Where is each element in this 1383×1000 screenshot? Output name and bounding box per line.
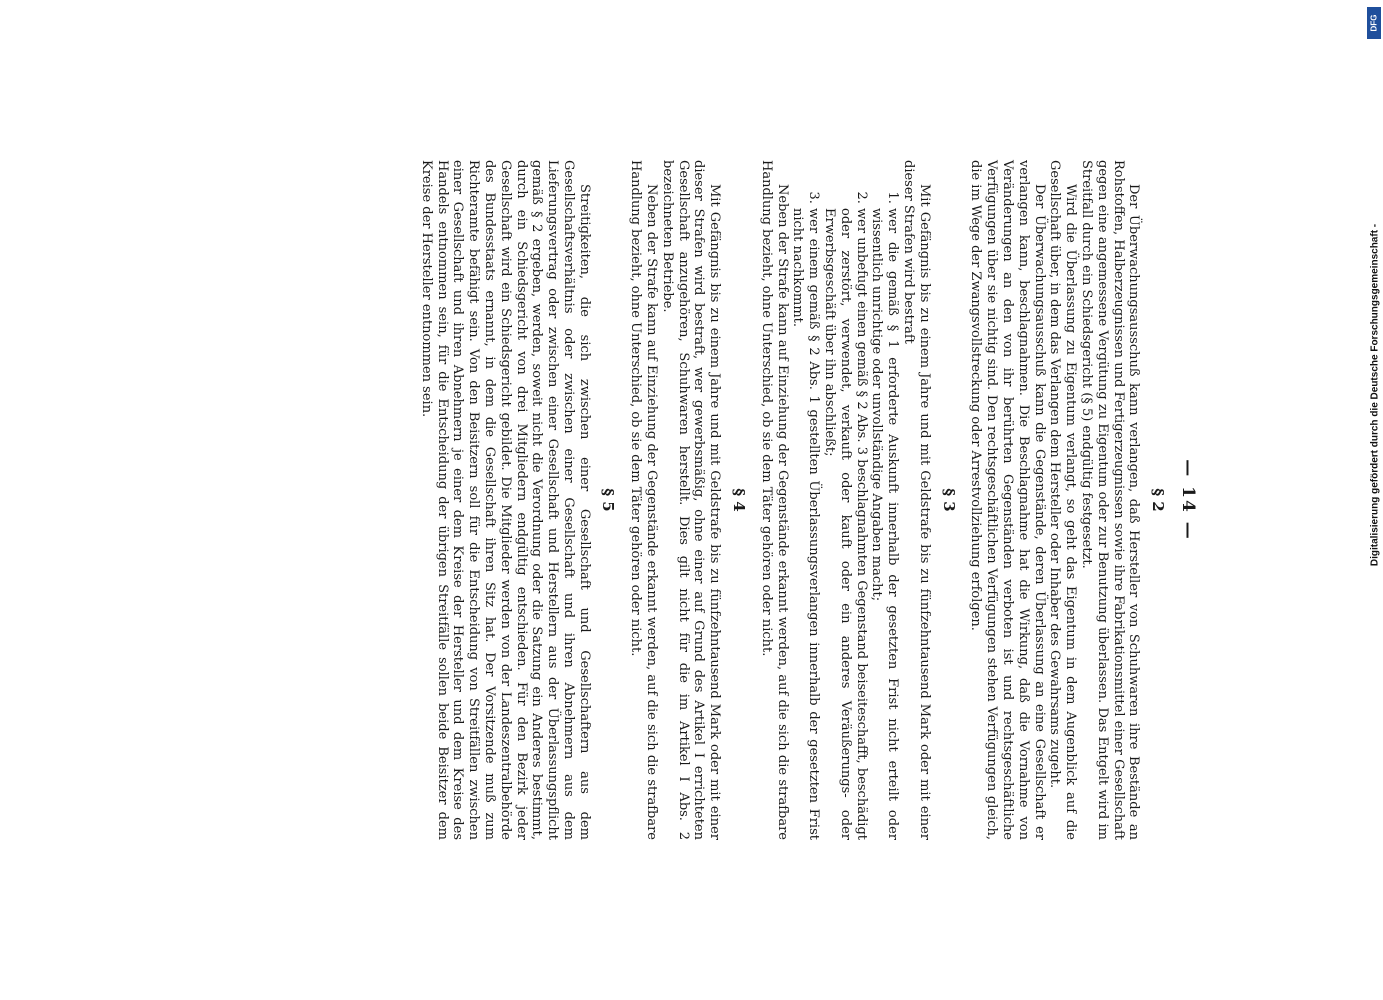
section-heading-4: § 4 — [730, 488, 749, 512]
paragraph: Der Überwachungsausschuß kann verlangen, daß Hersteller von Schuhwaren ihre Bestände an Rohstoffen, Halberzeugnissen und Fertigerzeugnissen sowie ihre Fabrikationsmittel einer Gesellschaft gegen eine angemessene Vergütung zu Eigentum oder zur Benutzung überlassen. Das Entgelt wird im Streitfall durch ein Schiedsgericht (§ 5) endgültig festgesetzt. — [1079, 160, 1142, 840]
dfg-logo: DFG — [1367, 7, 1381, 39]
paragraph: Mit Gefängnis bis zu einem Jahre und mit Geldstrafe bis zu fünfzehntausend Mark oder mit einer dieser Strafen wird bestraft, wer gewerbsmäßig, ohne einer auf Grund des Artikel I errichteten Gesellschaft anzugehören, Schuhwaren herstellt. Dies gilt nicht für die im Artikel I Abs. 2 bezeichneten Betriebe. — [659, 160, 723, 840]
numbered-list — [790, 160, 901, 840]
list-item: 1. wer die gemäß § 1 erforderte Auskunft innerhalb der gesetzten Frist nicht erteilt oder wissentlich unrichtige oder unvollständige Angaben macht; — [869, 208, 901, 840]
funding-credit: Digitalisierung gefördert durch die Deutsche Forschungsgemeinschaft - — [1369, 223, 1381, 567]
paragraph: Wird die Überlassung zu Eigentum verlangt, so geht das Eigentum in dem Augenblick auf die Gesellschaft über, in dem das Verlangen dem Hersteller oder Inhaber des Gewahrsams zugeht. — [1047, 160, 1079, 840]
section-heading-3: § 3 — [939, 488, 958, 512]
paragraph: Neben der Strafe kann auf Einziehung der Gegenstände erkannt werden, auf die sich die strafbare Handlung bezieht, ohne Unterschied, ob sie dem Täter gehören oder nicht. — [758, 160, 790, 840]
section-heading-2: § 2 — [1149, 488, 1168, 512]
section-heading-5: § 5 — [599, 488, 618, 512]
list-item: 2. wer unbefugt einen gemäß § 2 Abs. 3 beschlagnahmten Gegenstand beiseiteschafft, beschädigt oder zerstört, verwendet, verkauft oder kauft oder ein anderes Veräußerungs- oder Erwerbsgeschäft über ihn abschließt; — [821, 208, 868, 840]
paragraph: Streitigkeiten, die sich zwischen einer Gesellschaft und Gesellschaftern aus dem Gesellschaftsverhältnis oder zwischen einer Gesellschaft und ihren Abnehmern aus dem Lieferungsvertrag oder zwischen einer Gesellschaft und Herstellern aus der Überlassungspflicht gemäß § 2 ergeben, werden, soweit nicht die Verordnung oder die Satzung ein Anderes bestimmt, durch ein Schiedsgericht von drei Mitgliedern endgültig entschieden. Für den Bezirk jeder Gesellschaft wird ein Schiedsgericht gebildet. Die Mitglieder werden von der Landeszentralbehörde des Bundesstaats ernannt, in dem die Gesellschaft ihren Sitz hat. Der Vorsitzende muß zum Richteramte befähigt sein. Von den Beisitzern soll für die Entscheidung von Streitfällen zwischen einer Gesellschaft und ihren Abnehmern je einer dem Kreise der Hersteller und dem Kreise des Handels entnommen sein, für die Entscheidung der übrigen Streitfälle sollen beide Beisitzer dem Kreise der Hersteller entnommen sein. — [418, 160, 592, 840]
paragraph: Der Überwachungsausschuß kann die Gegenstände, deren Überlassung an eine Gesellschaft er verlangen kann, beschlagnahmen. Die Beschlagnahme hat die Wirkung, daß die Vornahme von Veränderungen an den von ihr berührten Gegenständen verboten ist und rechtsgeschäftliche Verfügungen über sie nichtig sind. Den rechtsgeschäftlichen Verfügungen stehen Verfügungen gleich, die im Wege der Zwangsvollstreckung oder Arrestvollziehung erfolgen. — [968, 160, 1047, 840]
paragraph: Neben der Strafe kann auf Einziehung der Gegenstände erkannt werden, auf die sich die strafbare Handlung bezieht, ohne Unterschied, ob sie dem Täter gehören oder nicht. — [628, 160, 660, 840]
list-item: 3. wer einem gemäß § 2 Abs. 1 gestellten Überlassungsverlangen innerhalb der gesetzten Frist nicht nachkommt. — [790, 208, 822, 840]
rotated-text-page — [125, 160, 1198, 840]
page-header: — 14 — — [1178, 459, 1198, 541]
paragraph: Mit Gefängnis bis zu einem Jahre und mit Geldstrafe bis zu fünfzehntausend Mark oder mit einer dieser Strafen wird bestraft — [901, 160, 932, 840]
